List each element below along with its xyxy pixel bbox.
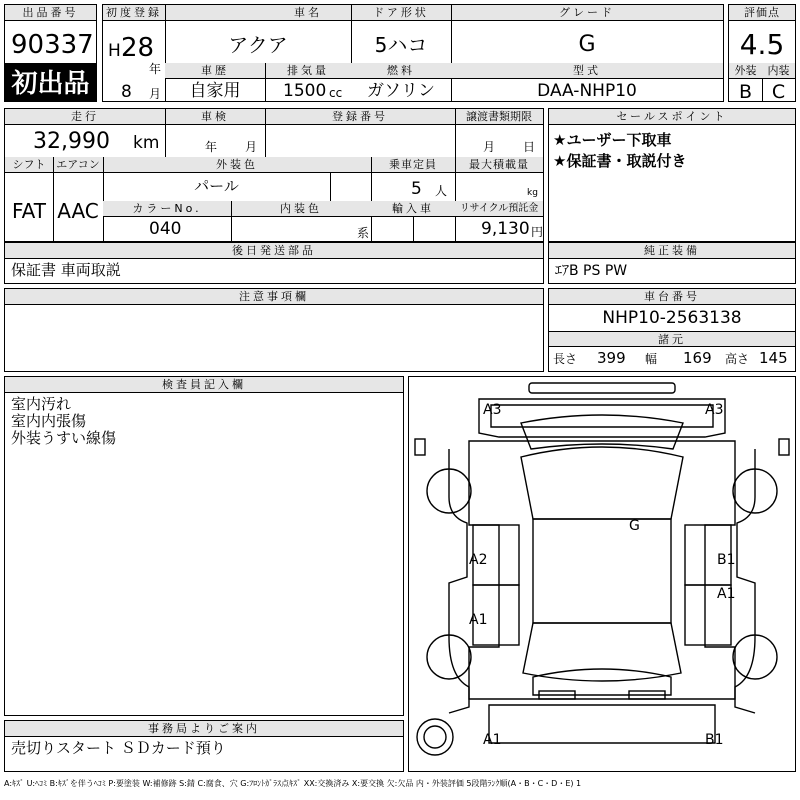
exterior-color-label: 外装色 bbox=[103, 157, 371, 173]
registration-label: 初度登録 bbox=[103, 5, 165, 21]
sales-points-label: セールスポイント bbox=[549, 109, 795, 125]
mark-front-right: B1 bbox=[705, 732, 724, 748]
interior-score-label: 内装 bbox=[762, 63, 795, 79]
grade-value: G bbox=[578, 32, 596, 57]
transfer-day-unit: 日 bbox=[523, 140, 536, 154]
transfer-month-unit: 月 bbox=[483, 140, 496, 154]
inspection-year-unit: 年 bbox=[205, 140, 218, 154]
recycle-label: リサイクル預託金 bbox=[455, 201, 543, 217]
main-header-box bbox=[102, 4, 724, 102]
length-label: 長さ bbox=[553, 352, 578, 366]
inspector-line-1: 室内汚れ bbox=[11, 395, 72, 413]
vehicle-info-box bbox=[4, 108, 544, 242]
inspector-line-3: 外装うすい線傷 bbox=[11, 429, 117, 447]
capacity-label: 乗車定員 bbox=[371, 157, 455, 173]
car-name-value: アクア bbox=[228, 33, 288, 57]
sales-points-box bbox=[548, 108, 796, 242]
equipment-value: ｴｱB PS PW bbox=[555, 263, 628, 279]
inspection-label: 車検 bbox=[165, 109, 265, 125]
later-parts-label: 後日発送部品 bbox=[5, 243, 543, 259]
recycle-unit: 円 bbox=[531, 225, 544, 239]
grade-label: グレード bbox=[451, 5, 723, 21]
score-label: 評価点 bbox=[729, 5, 795, 21]
fuel-label: 燃料 bbox=[351, 63, 451, 79]
chassis-label: 車台番号 bbox=[549, 289, 795, 305]
car-name-label: 車名 bbox=[165, 5, 451, 21]
mark-right-rear-door: B1 bbox=[717, 552, 736, 568]
equipment-box bbox=[548, 242, 796, 284]
notes-label: 注意事項欄 bbox=[5, 289, 543, 305]
office-box bbox=[4, 720, 404, 772]
history-label: 車歴 bbox=[165, 63, 265, 79]
height-label: 高さ bbox=[725, 352, 750, 366]
dimensions-label: 諸元 bbox=[549, 331, 795, 347]
registration-month: 8 bbox=[121, 82, 132, 102]
mark-front-left: A1 bbox=[483, 732, 502, 748]
mark-rear-right: A3 bbox=[705, 402, 724, 418]
registration-month-unit: 月 bbox=[149, 87, 162, 101]
mileage-value: 32,990 bbox=[33, 129, 110, 154]
registration-year: 28 bbox=[121, 33, 155, 63]
recycle-value: 9,130 bbox=[481, 219, 530, 239]
displacement-label: 排気量 bbox=[265, 63, 351, 79]
fuel-value: ガソリン bbox=[367, 81, 435, 101]
office-value: 売切りスタート ＳＤカード預り bbox=[11, 739, 226, 757]
door-label: ドア形状 bbox=[351, 5, 451, 21]
displacement-value: 1500 bbox=[283, 81, 327, 101]
mark-left-rear-door: A2 bbox=[469, 552, 488, 568]
mark-roof: G bbox=[629, 518, 640, 534]
car-diagram-box bbox=[408, 376, 796, 772]
model-label: 型式 bbox=[451, 63, 723, 79]
aircon-value: AAC bbox=[57, 199, 99, 223]
mileage-label: 走行 bbox=[5, 109, 165, 125]
width-value: 169 bbox=[683, 349, 712, 367]
width-label: 幅 bbox=[645, 352, 658, 366]
shift-value: FAT bbox=[11, 199, 46, 223]
equipment-label: 純正装備 bbox=[549, 243, 795, 259]
mileage-unit: km bbox=[133, 133, 160, 153]
displacement-unit: cc bbox=[329, 86, 343, 100]
registration-era: H bbox=[108, 41, 121, 61]
lot-number: 90337 bbox=[11, 30, 94, 60]
aircon-label: エアコン bbox=[53, 157, 103, 173]
inspector-label: 検査員記入欄 bbox=[5, 377, 403, 393]
lot-number-label: 出品番号 bbox=[5, 5, 96, 21]
sales-point-1: ★ユーザー下取車 bbox=[553, 131, 672, 149]
interior-score-value: C bbox=[771, 81, 786, 103]
score-box bbox=[728, 4, 796, 102]
exterior-color-value: パール bbox=[194, 177, 239, 195]
office-label: 事務局よりご案内 bbox=[5, 721, 403, 737]
max-load-unit: kg bbox=[527, 188, 538, 198]
inspector-box bbox=[4, 376, 404, 716]
model-value: DAA-NHP10 bbox=[537, 81, 637, 101]
chassis-value: NHP10-2563138 bbox=[602, 308, 742, 328]
import-label: 輸入車 bbox=[371, 201, 455, 217]
chassis-box bbox=[548, 288, 796, 372]
mark-rear-left: A3 bbox=[483, 402, 502, 418]
notes-box bbox=[4, 288, 544, 372]
max-load-label: 最大積載量 bbox=[455, 157, 543, 173]
history-value: 自家用 bbox=[189, 81, 241, 101]
length-value: 399 bbox=[597, 349, 626, 367]
registration-year-unit: 年 bbox=[149, 62, 162, 76]
later-parts-box bbox=[4, 242, 544, 284]
later-parts-value: 保証書 車両取説 bbox=[11, 261, 121, 279]
exterior-score-value: B bbox=[738, 81, 753, 103]
plate-label: 登録番号 bbox=[265, 109, 455, 125]
color-no-value: 040 bbox=[149, 219, 182, 239]
transfer-deadline-label: 譲渡書類期限 bbox=[455, 109, 543, 125]
color-no-label: カラーNo. bbox=[103, 201, 231, 217]
lot-number-box bbox=[4, 4, 97, 64]
mark-right-front-door: A1 bbox=[717, 586, 736, 602]
capacity-value: 5 bbox=[411, 179, 422, 199]
score-value: 4.5 bbox=[739, 28, 785, 61]
legend-text: A:ｷｽﾞ U:ﾍｺﾐ B:ｷｽﾞを伴うﾍｺﾐ P:要塗装 W:補修跡 S:錆 C:腐食、穴 G:ﾌﾛﾝﾄｶﾞﾗｽ点ｷｽﾞ XX:交換済み X:要交換 欠:欠品 内・外装評価 5段階ﾗﾝｸ順(A・B・C・D・E) 1 bbox=[4, 779, 582, 788]
inspector-line-2: 室内内張傷 bbox=[11, 412, 87, 430]
interior-color-unit: 系 bbox=[357, 226, 370, 240]
height-value: 145 bbox=[759, 349, 788, 367]
exterior-score-label: 外装 bbox=[729, 63, 762, 79]
door-value: 5ハコ bbox=[374, 33, 428, 57]
inspection-month-unit: 月 bbox=[245, 140, 258, 154]
capacity-unit: 人 bbox=[435, 184, 448, 198]
mark-left-front-door: A1 bbox=[469, 612, 488, 628]
shift-label: シフト bbox=[5, 157, 53, 173]
interior-color-label: 内装色 bbox=[231, 201, 371, 217]
first-listing-badge: 初出品 bbox=[4, 64, 97, 102]
car-diagram bbox=[409, 377, 795, 771]
sales-point-2: ★保証書・取説付き bbox=[553, 152, 687, 170]
